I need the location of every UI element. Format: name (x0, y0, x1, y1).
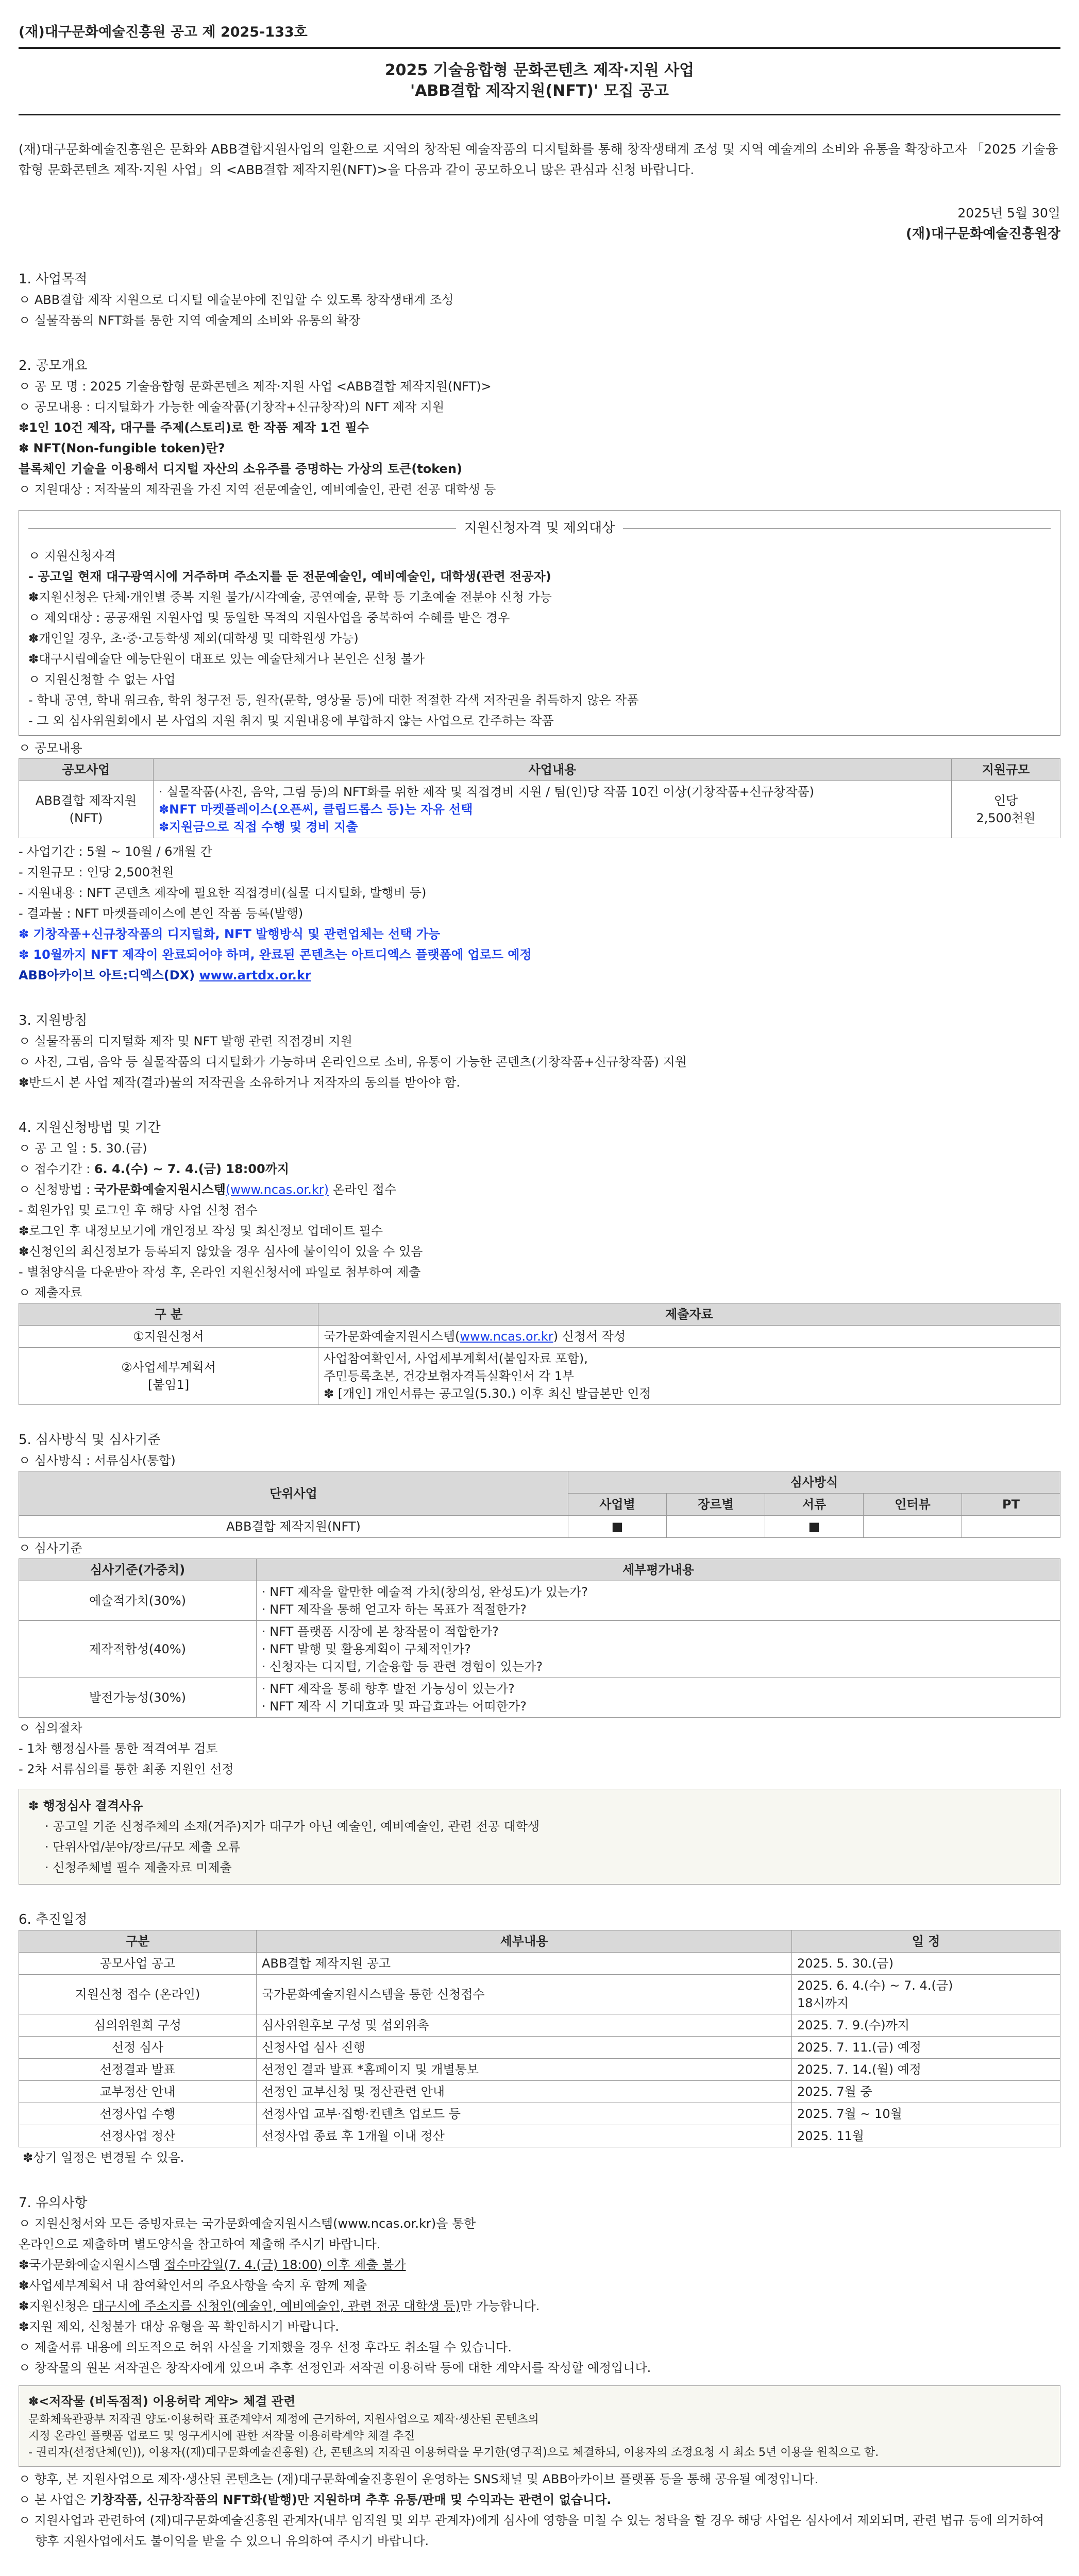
section-5-title: 5. 심사방식 및 심사기준 (19, 1432, 161, 1448)
schedule-detail: 선정사업 교부·집행·컨텐츠 업로드 등 (257, 2103, 792, 2125)
detail-line: - 지원내용 : NFT 콘텐츠 제작에 필요한 직접경비(실물 디지털화, 발행비 등) (19, 886, 427, 900)
disqualification-item: · 신청주체별 필수 제출자료 미제출 (45, 1860, 232, 1875)
detail-line: - 지원규모 : 인당 2,500천원 (19, 865, 174, 879)
title-line-2: 'ABB결합 제작지원(NFT)' 모집 공고 (410, 82, 669, 100)
eligibility-line: ㅇ 지원신청할 수 없는 사업 (28, 672, 176, 687)
schedule-note: ✽상기 일정은 변경될 수 있음. (23, 2150, 184, 2165)
s4-period: 6. 4.(수) ~ 7. 4.(금) 18:00까지 (94, 1162, 290, 1176)
schedule-row (19, 1953, 1060, 1975)
s7-line: ✽사업세부계획서 내 참여확인서의 주요사항을 숙지 후 함께 제출 (19, 2278, 367, 2293)
section-6-title: 6. 추진일정 (19, 1912, 88, 1927)
table-header: 제출자료 (318, 1303, 1060, 1326)
scale-amount: 2,500천원 (976, 811, 1036, 825)
s4-line (19, 1159, 1060, 1179)
table-header: 세부내용 (257, 1930, 792, 1953)
section-4-title: 4. 지원신청방법 및 기간 (19, 1120, 161, 1136)
schedule-row (19, 2014, 1060, 2037)
notice-title (19, 60, 1060, 101)
criteria-item: · NFT 제작을 할만한 예술적 가치(창의성, 완성도)가 있는가? (262, 1585, 588, 1599)
criteria-name: 발전가능성(30%) (19, 1678, 257, 1718)
s7-line: ㅇ 지원신청서와 모든 증빙자료는 국가문화예술지원시스템(www.ncas.or.kr)을 통한 (19, 2216, 476, 2231)
s7-line: 온라인으로 제출하며 별도양식을 참고하여 제출해 주시기 바랍니다. (19, 2237, 381, 2251)
desc-cell (154, 781, 952, 838)
submit-table (19, 1303, 1060, 1405)
submit-desc (318, 1348, 1060, 1405)
submit-text: 주민등록초본, 건강보험자격득실확인서 각 1부 (324, 1369, 575, 1383)
content-table (19, 758, 1060, 838)
detail-highlight: ✽ 기창작품+신규창작품의 디지털화, NFT 발행방식 및 관련업체는 선택 가능 (19, 927, 441, 941)
desc-line: · 실물작품(사진, 음악, 그림 등)의 NFT화를 위한 제작 및 직접경비 지원 / 팀(인)당 작품 10건 이상(기창작품+신규창작품) (159, 785, 814, 799)
s3-item: ㅇ 실물작품의 디지털화 제작 및 NFT 발행 관련 직접경비 지원 (19, 1034, 352, 1048)
schedule-stage: 지원신청 접수 (온라인) (19, 1975, 257, 2014)
schedule-stage: 심의위원회 구성 (19, 2014, 257, 2037)
s7-text: 만 가능합니다. (460, 2299, 540, 2313)
criteria-item: · NFT 발행 및 활용계획이 구체적인가? (262, 1642, 471, 1656)
eligibility-line: - 그 외 심사위원회에서 본 사업의 지원 취지 및 지원내용에 부합하지 않는 사업으로 간주하는 작품 (28, 714, 554, 728)
section-7-title: 7. 유의사항 (19, 2195, 88, 2211)
procedure-line: - 2차 서류심의를 통한 최종 지원인 선정 (19, 1762, 234, 1776)
submit-item: ①지원신청서 (19, 1326, 318, 1348)
title-line-1: 2025 기술융합형 문화콘텐츠 제작·지원 사업 (384, 61, 695, 79)
header-divider (19, 47, 1060, 49)
criteria-item: · NFT 제작 시 기대효과 및 파급효과는 어떠한가? (262, 1699, 527, 1714)
s4-line: - 회원가입 및 로그인 후 해당 사업 신청 접수 (19, 1203, 258, 1217)
s5-line: ㅇ 심사방식 : 서류심사(통합) (19, 1453, 176, 1468)
criteria-label: ㅇ 심사기준 (19, 1541, 82, 1555)
submit-text: ✽ [개인] 개인서류는 공고일(5.30.) 이후 최신 발급본만 인정 (324, 1386, 651, 1401)
schedule-stage: 교부정산 안내 (19, 2081, 257, 2103)
scale-cell (952, 781, 1060, 838)
s7-eligibility: 대구시에 주소지를 신청인(예술인, 예비예술인, 관련 전공 대학생 등) (92, 2299, 461, 2313)
table-header: 일 정 (792, 1930, 1060, 1953)
s4-line: ㅇ 공 고 일 : 5. 30.(금) (19, 1141, 147, 1156)
schedule-date: 2025. 11월 (792, 2125, 1060, 2147)
table-header: 세부평가내용 (257, 1559, 1060, 1581)
criteria-item: · 신청자는 디지털, 기술융합 등 관련 경험이 있는가? (262, 1659, 543, 1674)
notice-page (19, 0, 1060, 2576)
eligibility-line: ✽개인일 경우, 초·중·고등학생 제외(대학생 및 대학원생 가능) (28, 631, 359, 646)
s3-item: ✽반드시 본 사업 제작(결과)물의 저작권을 소유하거나 저작자의 동의를 받아야 함. (19, 1075, 461, 1090)
eligibility-box (19, 510, 1060, 736)
criteria-item: · NFT 제작을 통해 향후 발전 가능성이 있는가? (262, 1682, 515, 1696)
license-line: 문화체육관광부 저작권 양도·이용허락 표준계약서 제정에 근거하여, 지원사업으로 제작·생산된 콘텐츠의 (28, 2413, 539, 2426)
disqualification-title: ✽ 행정심사 결격사유 (28, 1799, 143, 1813)
s2-line: ✽1인 10건 제작, 대구를 주제(스토리)로 한 작품 제작 1건 필수 (19, 420, 369, 435)
procedure-line: - 1차 행정심사를 통한 적격여부 검토 (19, 1741, 218, 1756)
schedule-row (19, 2125, 1060, 2147)
s4-line: ✽신청인의 최신정보가 등록되지 않았을 경우 심사에 불이익이 있을 수 있음 (19, 1244, 423, 1259)
s7-deadline: 접수마감일(7. 4.(금) 18:00) 이후 제출 불가 (164, 2258, 406, 2272)
program-cell (19, 781, 154, 838)
schedule-stage: 선정사업 정산 (19, 2125, 257, 2147)
detail-line: - 결과물 : NFT 마켓플레이스에 본인 작품 등록(발행) (19, 906, 304, 921)
s4-system: 국가문화예술지원시스템 (94, 1182, 226, 1197)
artdx-link[interactable]: www.artdx.or.kr (199, 968, 311, 982)
s7-nft-scope: 기창작품, 신규창작품의 NFT화(발행)만 지원하며 추후 유통/판매 및 수익과는 관련이 없습니다. (90, 2493, 612, 2507)
schedule-detail: 선정사업 종료 후 1개월 이내 정산 (257, 2125, 792, 2147)
method-sub: 인터뷰 (864, 1494, 962, 1516)
table-header: 사업내용 (154, 759, 952, 781)
criteria-item: · NFT 플랫폼 시장에 본 창작물이 적합한가? (262, 1624, 499, 1639)
scale-unit: 인당 (993, 793, 1018, 808)
method-table (19, 1471, 1060, 1538)
s7-text: ㅇ 본 사업은 (19, 2493, 90, 2507)
desc-line: ✽NFT 마켓플레이스(오픈씨, 클립드롭스 등)는 자유 선택 (159, 802, 473, 817)
schedule-date-line: 2025. 6. 4.(수) ~ 7. 4.(금) (797, 1978, 953, 1993)
schedule-date: 2025. 7월 중 (792, 2081, 1060, 2103)
s7-line: ㅇ 제출서류 내용에 의도적으로 허위 사실을 기재했을 경우 선정 후라도 취소될 수 있습니다. (19, 2340, 512, 2354)
section-1-title: 1. 사업목적 (19, 272, 88, 287)
submit-item-name: ②사업세부계획서 (121, 1360, 216, 1375)
ncas-link[interactable]: (www.ncas.or.kr) (225, 1182, 329, 1197)
table-header: 심사방식 (568, 1471, 1060, 1494)
license-title: ✽<저작물 (비독점적) 이용허락 계약> 체결 관련 (28, 2394, 296, 2409)
issuer-name: (재)대구문화예술진흥원장 (905, 226, 1060, 242)
eligibility-line: ✽대구시립예술단 예능단원이 대표로 있는 예술단체거나 본인은 신청 불가 (28, 652, 425, 666)
table-header: 구 분 (19, 1303, 318, 1326)
criteria-item: · NFT 제작을 통해 얻고자 하는 목표가 적절한가? (262, 1602, 527, 1617)
criteria-table (19, 1558, 1060, 1718)
disqualification-box (19, 1789, 1060, 1885)
s2-line: ㅇ 공모내용 : 디지털화가 가능한 예술작품(기창작+신규창작)의 NFT 제작 지원 (19, 400, 445, 414)
license-line: - 권리자(선정단체(인)), 이용자((재)대구문화예술진흥원) 간, 콘텐츠의 저작권 이용허락을 무기한(영구적)으로 체결하되, 이용자의 조정요청 시 최소 5년 이용을 원칙으로 함. (28, 2446, 879, 2459)
s7-text: ✽지원신청은 (19, 2299, 93, 2313)
table-header: 지원규모 (952, 759, 1060, 781)
schedule-date: 2025. 7. 9.(수)까지 (792, 2014, 1060, 2037)
eligibility-line: - 공고일 현재 대구광역시에 거주하며 주소지를 둔 전문예술인, 예비예술인, 대학생(관련 전공자) (28, 569, 551, 584)
notice-number: (재)대구문화예술진흥원 공고 제 2025-133호 (19, 24, 308, 40)
schedule-row (19, 2103, 1060, 2125)
method-sub: 서류 (765, 1494, 864, 1516)
eligibility-line: ✽지원신청은 단체·개인별 중복 지원 불가/시각예술, 공연예술, 문학 등 기초예술 전분야 신청 가능 (28, 590, 552, 604)
schedule-detail: ABB결합 제작지원 공고 (257, 1953, 792, 1975)
s7-line (19, 2296, 1060, 2316)
method-sub: 사업별 (568, 1494, 667, 1516)
method-sub: PT (962, 1494, 1060, 1516)
s4-line: ✽로그인 후 내정보보기에 개인정보 작성 및 최신정보 업데이트 필수 (19, 1224, 383, 1238)
s7-line: ㅇ 지원사업과 관련하여 (재)대구문화예술진흥원 관계자(내부 임직원 및 외부 관계자)에게 심사에 영향을 미칠 수 있는 청탁을 할 경우 해당 사업은 심사에서 제외되며, 관련 법규 등에 의거하여 (19, 2513, 1044, 2528)
criteria-name: 제작적합성(40%) (19, 1621, 257, 1678)
title-divider (19, 114, 1060, 115)
eligibility-line: - 학내 공연, 학내 워크숍, 학위 청구전 등, 원작(문학, 영상물 등)에 대한 적절한 각색 저작권을 취득하지 않은 작품 (28, 693, 639, 707)
s2-line: 블록체인 기술을 이용해서 디지털 자산의 소유주를 증명하는 가상의 토큰(token) (19, 462, 462, 476)
license-box (19, 2385, 1060, 2467)
criteria-name: 예술적가치(30%) (19, 1581, 257, 1621)
s4-label: ㅇ 접수기간 : (19, 1162, 94, 1176)
criteria-detail (257, 1621, 1060, 1678)
eligibility-line: ㅇ 지원신청자격 (28, 549, 116, 563)
submit-text: ) 신청서 작성 (553, 1329, 626, 1344)
eligibility-line: ㅇ 제외대상 : 공공재원 지원사업 및 동일한 목적의 지원사업을 중복하여 수혜를 받은 경우 (28, 611, 510, 625)
table-header: 단위사업 (19, 1471, 568, 1516)
schedule-date-line: 18시까지 (797, 1996, 849, 2010)
s7-line: ㅇ 향후, 본 지원사업으로 제작·생산된 콘텐츠는 (재)대구문화예술진흥원이 운영하는 SNS채널 및 ABB아카이브 플랫폼 등을 통해 공유될 예정입니다. (19, 2472, 819, 2486)
s7-line: ㅇ 창작물의 원본 저작권은 창작자에게 있으며 추후 선정인과 저작권 이용허락 등에 대한 계약서를 작성할 예정입니다. (19, 2361, 651, 2375)
license-line: 지정 온라인 플랫폼 업로드 및 영구게시에 관한 저작물 이용허락계약 체결 추진 (28, 2430, 415, 2443)
notice-date: 2025년 5월 30일 (957, 206, 1060, 221)
s7-line: 향후 지원사업에서도 불이익을 받을 수 있으니 유의하여 주시기 바랍니다. (35, 2534, 429, 2548)
s4-label: ㅇ 신청방법 : (19, 1182, 94, 1197)
schedule-table (19, 1930, 1060, 2147)
s4-line: - 별첨양식을 다운받아 작성 후, 온라인 지원신청서에 파일로 첨부하여 제출 (19, 1265, 421, 1279)
s3-item: ㅇ 사진, 그림, 음악 등 실물작품의 디지털화가 가능하며 온라인으로 소비, 유통이 가능한 콘텐츠(기창작품+신규창작품) 지원 (19, 1055, 687, 1069)
submit-text: 국가문화예술지원시스템( (324, 1329, 460, 1344)
method-mark: ■ (568, 1516, 667, 1538)
schedule-row (19, 2037, 1060, 2059)
method-mark (864, 1516, 962, 1538)
schedule-row (19, 1975, 1060, 2014)
method-mark (667, 1516, 765, 1538)
eligibility-title: 지원신청자격 및 제외대상 (456, 520, 623, 536)
schedule-date: 2025. 7. 11.(금) 예정 (792, 2037, 1060, 2059)
artdx-line (19, 965, 1060, 986)
intro-paragraph: (재)대구문화예술진흥원은 문화와 ABB결합지원사업의 일환으로 지역의 창작된 예술작품의 디지털화를 통해 창작생태계 조성 및 지역 예술계의 소비와 유통을 확장하고자 「2025 기술융합형 문화콘텐츠 제작·지원 사업」의 <ABB결합 제작지원(NFT)>을 다음과 같이 공모하오니 많은 관심과 신청 바랍니다. (19, 142, 1058, 177)
s4-line: ㅇ 제출자료 (19, 1285, 82, 1300)
section-3-title: 3. 지원방침 (19, 1013, 88, 1028)
details-block (19, 841, 1060, 986)
schedule-stage: 선정결과 발표 (19, 2059, 257, 2081)
schedule-detail: 선정인 결과 발표 *홈페이지 및 개별통보 (257, 2059, 792, 2081)
criteria-detail (257, 1678, 1060, 1718)
schedule-row (19, 2081, 1060, 2103)
s7-line (19, 2489, 1060, 2510)
submit-item-ref: [붙임1] (147, 1378, 190, 1392)
schedule-detail: 국가문화예술지원시스템을 통한 신청접수 (257, 1975, 792, 2014)
s7-line (19, 2255, 1060, 2275)
schedule-date (792, 1975, 1060, 2014)
method-sub: 장르별 (667, 1494, 765, 1516)
table-header: 구분 (19, 1930, 257, 1953)
disqualification-item: · 단위사업/분야/장르/규모 제출 오류 (45, 1840, 241, 1854)
s2-line: ㅇ 지원대상 : 저작물의 제작권을 가진 지역 전문예술인, 예비예술인, 관련 전공 대학생 등 (19, 482, 496, 497)
submit-item (19, 1348, 318, 1405)
s4-line (19, 1179, 1060, 1200)
schedule-detail: 심사위원후보 구성 및 섭외위촉 (257, 2014, 792, 2037)
s7-text: ✽국가문화예술지원시스템 (19, 2258, 164, 2272)
schedule-date: 2025. 7. 14.(월) 예정 (792, 2059, 1060, 2081)
schedule-date: 2025. 7월 ~ 10월 (792, 2103, 1060, 2125)
procedure-line: ㅇ 심의절차 (19, 1721, 82, 1735)
schedule-stage: 선정 심사 (19, 2037, 257, 2059)
schedule-stage: 공모사업 공고 (19, 1953, 257, 1975)
ncas-link[interactable]: www.ncas.or.kr (460, 1329, 553, 1344)
disqualification-item: · 공고일 기준 신청주체의 소재(거주)지가 대구가 아닌 예술인, 예비예술인, 관련 전공 대학생 (45, 1819, 540, 1834)
table-header: 심사기준(가중치) (19, 1559, 257, 1581)
method-row-name: ABB결합 제작지원(NFT) (19, 1516, 568, 1538)
schedule-date: 2025. 5. 30.(금) (792, 1953, 1060, 1975)
submit-desc (318, 1326, 1060, 1348)
schedule-stage: 선정사업 수행 (19, 2103, 257, 2125)
section-2-title: 2. 공모개요 (19, 358, 88, 374)
schedule-detail: 선정인 교부신청 및 정산관련 안내 (257, 2081, 792, 2103)
schedule-row (19, 2059, 1060, 2081)
s1-item: ㅇ ABB결합 제작 지원으로 디지털 예술분야에 진입할 수 있도록 창작생태계 조성 (19, 293, 454, 307)
s4-suffix: 온라인 접수 (328, 1182, 397, 1197)
s2-line: ㅇ 공 모 명 : 2025 기술융합형 문화콘텐츠 제작·지원 사업 <ABB결합 제작지원(NFT)> (19, 379, 492, 394)
detail-highlight: ✽ 10월까지 NFT 제작이 완료되어야 하며, 완료된 콘텐츠는 아트디엑스 플랫폼에 업로드 예정 (19, 947, 532, 962)
method-mark: ■ (765, 1516, 864, 1538)
method-mark (962, 1516, 1060, 1538)
artdx-label: ABB아카이브 아트:디엑스(DX) (19, 968, 199, 982)
program-name: ABB결합 제작지원 (35, 793, 137, 808)
criteria-detail (257, 1581, 1060, 1621)
s2-line: ✽ NFT(Non-fungible token)란? (19, 441, 225, 455)
detail-line: - 사업기간 : 5월 ~ 10월 / 6개월 간 (19, 844, 212, 859)
program-sub: (NFT) (69, 811, 103, 825)
desc-line: ✽지원금으로 직접 수행 및 경비 지출 (159, 820, 358, 834)
table-header: 공모사업 (19, 759, 154, 781)
submit-text: 사업참여확인서, 사업세부계획서(붙임자료 포함), (324, 1351, 588, 1366)
content-label: ㅇ 공모내용 (19, 741, 82, 755)
s1-item: ㅇ 실물작품의 NFT화를 통한 지역 예술계의 소비와 유통의 확장 (19, 313, 361, 328)
s7-line: ✽지원 제외, 신청불가 대상 유형을 꼭 확인하시기 바랍니다. (19, 2319, 339, 2334)
schedule-detail: 신청사업 심사 진행 (257, 2037, 792, 2059)
